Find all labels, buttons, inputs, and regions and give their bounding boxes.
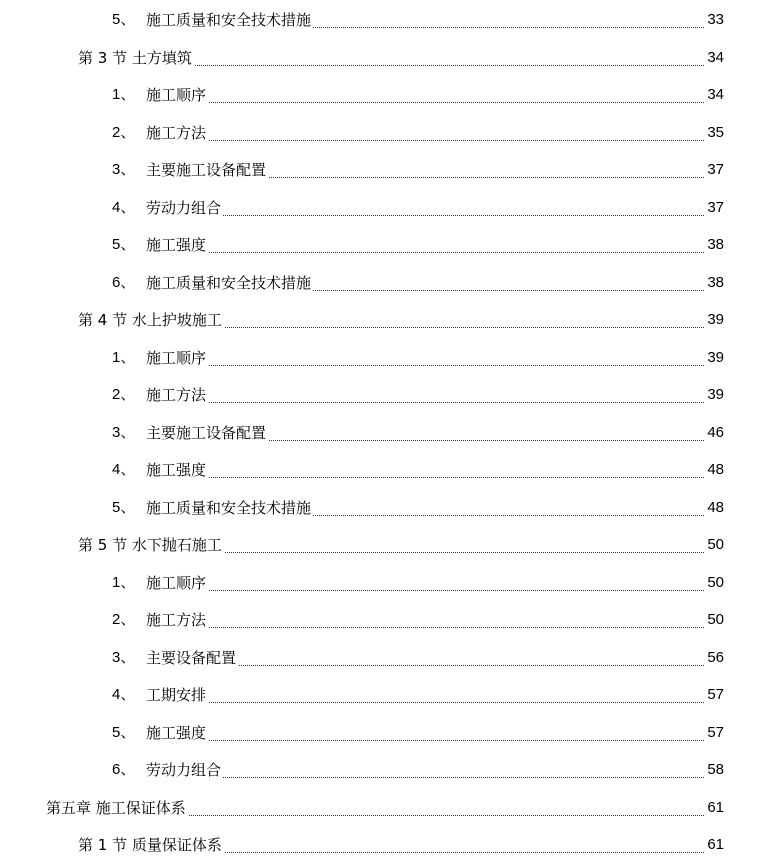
toc-entry-number: 5、 xyxy=(112,236,136,253)
toc-entry-title: 施工质量和安全技术措施 xyxy=(146,11,312,29)
toc-entry-number: 5、 xyxy=(112,498,136,516)
toc-item-entry[interactable] xyxy=(0,234,780,256)
toc-entry-number: 6、 xyxy=(112,273,136,291)
toc-page-number: 34 xyxy=(705,84,724,106)
toc-page-number: 38 xyxy=(705,272,724,294)
toc-item-entry[interactable] xyxy=(0,122,780,144)
toc-dot-leader xyxy=(146,402,724,403)
toc-dot-leader xyxy=(146,215,724,216)
toc-entry-title: 施工顺序 xyxy=(146,573,207,592)
toc-entry-number: 4、 xyxy=(112,198,136,216)
toc-item-entry[interactable] xyxy=(0,572,780,594)
toc-item-entry[interactable] xyxy=(0,422,780,444)
toc-item-entry[interactable] xyxy=(0,272,780,294)
toc-entry-number: 4、 xyxy=(112,686,136,703)
toc-page-number: 39 xyxy=(705,309,724,331)
toc-entry-number: 5、 xyxy=(112,11,136,28)
toc-dot-leader xyxy=(146,252,724,253)
toc-entry-title: 劳动力组合 xyxy=(146,761,222,779)
toc-item-entry[interactable] xyxy=(0,647,780,669)
toc-page-number: 33 xyxy=(705,9,724,31)
toc-page-number: 39 xyxy=(705,384,724,406)
toc-entry-number: 1、 xyxy=(112,86,136,103)
toc-page-number: 50 xyxy=(705,534,724,556)
toc-item-entry[interactable] xyxy=(0,197,780,219)
toc-page-number: 37 xyxy=(705,159,724,181)
toc-entry-title: 施工方法 xyxy=(146,386,207,404)
toc-page-number: 58 xyxy=(705,759,724,781)
toc-entry-title: 第 4 节 水上护坡施工 xyxy=(78,311,222,329)
toc-item-entry[interactable] xyxy=(0,84,780,106)
toc-entry-title: 第 5 节 水下抛石施工 xyxy=(78,536,222,554)
toc-entry-title: 施工强度 xyxy=(146,236,207,254)
toc-page-number: 61 xyxy=(705,834,724,856)
toc-page-number: 35 xyxy=(705,122,724,144)
toc-item-entry[interactable] xyxy=(0,722,780,744)
toc-entry-number: 6、 xyxy=(112,761,136,778)
toc-item-entry[interactable] xyxy=(0,759,780,781)
toc-entry-number: 3、 xyxy=(112,161,136,178)
toc-item-entry[interactable] xyxy=(0,684,780,706)
toc-entry-number: 1、 xyxy=(112,573,136,591)
toc-entry-number: 2、 xyxy=(112,611,136,628)
toc-item-entry[interactable] xyxy=(0,347,780,369)
toc-entry-title: 施工顺序 xyxy=(146,348,207,367)
toc-entry-title: 第 1 节 质量保证体系 xyxy=(78,836,222,854)
toc-dot-leader xyxy=(146,740,724,741)
toc-entry-title: 工期安排 xyxy=(146,686,207,704)
toc-item-entry[interactable] xyxy=(0,159,780,181)
toc-entry-title: 主要施工设备配置 xyxy=(146,161,267,179)
toc-entry-number: 1、 xyxy=(112,348,136,366)
toc-entry-number: 2、 xyxy=(112,386,136,403)
toc-page-number: 57 xyxy=(705,684,724,706)
toc-section-entry[interactable] xyxy=(0,534,780,556)
toc-entry-title: 施工顺序 xyxy=(146,86,207,104)
toc-page-number: 50 xyxy=(705,572,724,594)
toc-dot-leader xyxy=(146,365,724,366)
toc-item-entry[interactable] xyxy=(0,459,780,481)
toc-page-number: 50 xyxy=(705,609,724,631)
toc-item-entry[interactable] xyxy=(0,9,780,31)
toc-section-entry[interactable] xyxy=(0,309,780,331)
toc-entry-number: 3、 xyxy=(112,648,136,666)
toc-dot-leader xyxy=(146,627,724,628)
toc-entry-title: 施工方法 xyxy=(146,123,207,142)
toc-chapter-entry[interactable] xyxy=(0,797,780,819)
toc-entry-title: 施工质量和安全技术措施 xyxy=(146,273,312,292)
toc-page-number: 39 xyxy=(705,347,724,369)
toc-entry-title: 第 3 节 土方填筑 xyxy=(78,48,192,67)
toc-entry-title: 施工强度 xyxy=(146,723,207,742)
toc-entry-number: 3、 xyxy=(112,423,136,441)
toc-page-number: 34 xyxy=(705,47,724,69)
toc-entry-title: 主要设备配置 xyxy=(146,648,237,667)
toc-entry-title: 施工方法 xyxy=(146,611,207,629)
toc-page-number: 56 xyxy=(705,647,724,669)
toc-entry-number: 5、 xyxy=(112,723,136,741)
toc-dot-leader xyxy=(146,590,724,591)
toc-entry-title: 主要施工设备配置 xyxy=(146,423,267,442)
toc-dot-leader xyxy=(146,477,724,478)
toc-page-number: 57 xyxy=(705,722,724,744)
toc-dot-leader xyxy=(146,140,724,141)
toc-entry-title: 第五章 施工保证体系 xyxy=(46,798,186,817)
toc-dot-leader xyxy=(146,777,724,778)
toc-page-number: 48 xyxy=(705,459,724,481)
toc-entry-title: 劳动力组合 xyxy=(146,198,222,217)
toc-item-entry[interactable] xyxy=(0,384,780,406)
toc-entry-number: 4、 xyxy=(112,461,136,478)
toc-entry-title: 施工质量和安全技术措施 xyxy=(146,498,312,517)
toc-page-number: 48 xyxy=(705,497,724,519)
toc-item-entry[interactable] xyxy=(0,497,780,519)
toc-entry-number: 2、 xyxy=(112,123,136,141)
toc-dot-leader xyxy=(146,102,724,103)
toc-item-entry[interactable] xyxy=(0,609,780,631)
toc-section-entry[interactable] xyxy=(0,47,780,69)
toc-section-entry[interactable] xyxy=(0,834,780,856)
toc-dot-leader xyxy=(146,702,724,703)
toc-page-number: 46 xyxy=(705,422,724,444)
toc-entry-title: 施工强度 xyxy=(146,461,207,479)
toc-page-number: 37 xyxy=(705,197,724,219)
toc-page-number: 38 xyxy=(705,234,724,256)
toc-page-number: 61 xyxy=(705,797,724,819)
